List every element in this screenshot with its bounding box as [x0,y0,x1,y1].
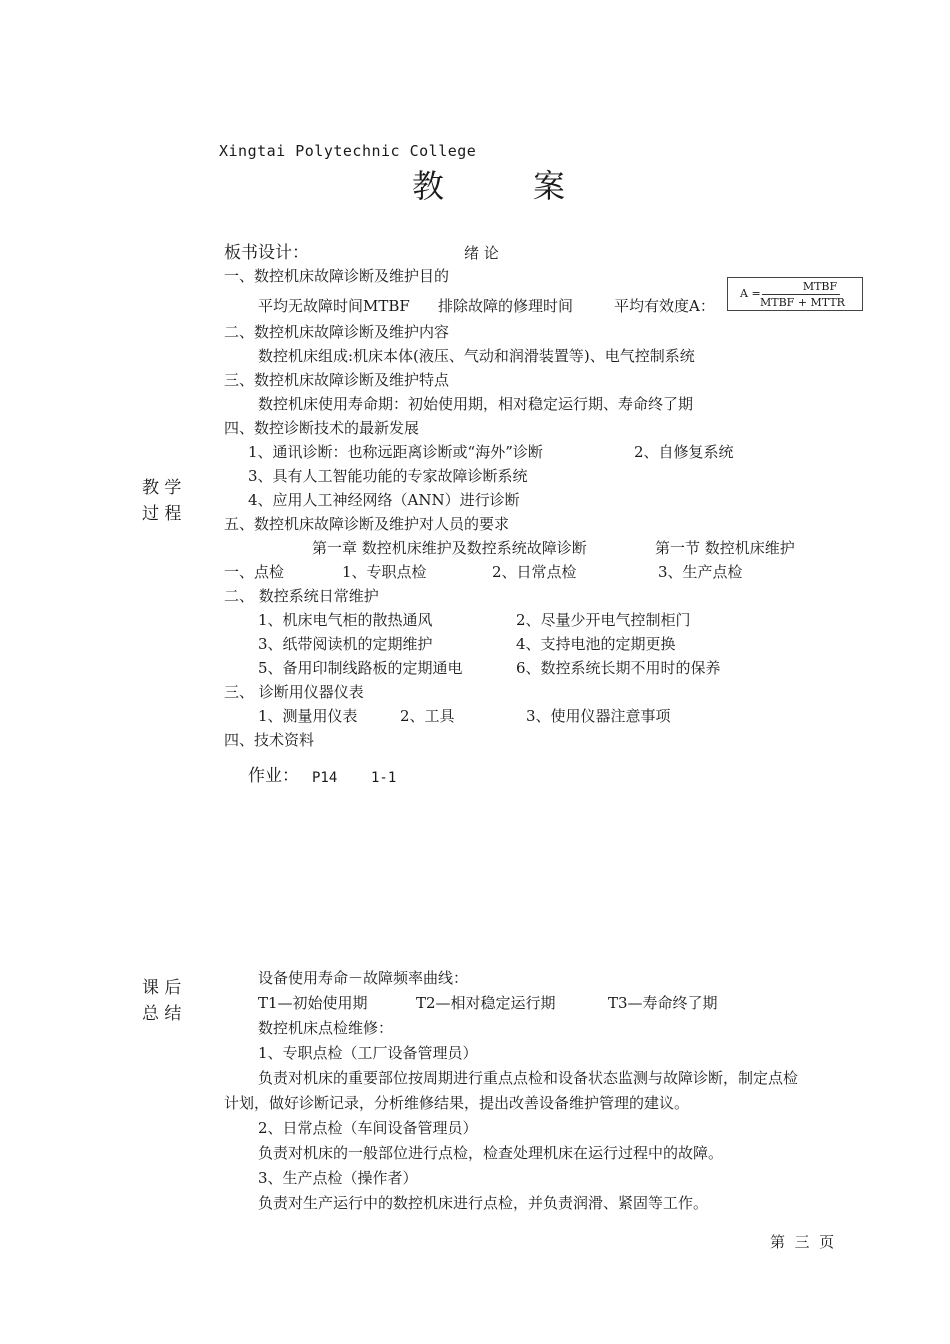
board-line: 1、机床电气柜的散热通风 [258,611,433,629]
college-name: Xingtai Polytechnic College [219,142,477,160]
summary-line: 3、生产点检（操作者） [258,1169,418,1187]
board-line: 3、使用仪器注意事项 [526,707,671,725]
board-line: 数控机床组成:机床本体(液压、气动和润滑装置等)、电气控制系统 [258,347,695,365]
page-title-right: 案 [533,167,566,205]
board-line: 4、应用人工神经网络（ANN）进行诊断 [248,491,520,509]
summary-line: 计划，做好诊断记录，分析维修结果，提出改善设备维护管理的建议。 [224,1094,690,1112]
board-line: 6、数控系统长期不用时的保养 [516,659,721,677]
board-line: 平均无故障时间MTBF [258,297,410,315]
board-line: 3、生产点检 [658,563,743,581]
board-line: 平均有效度A： [614,297,715,315]
board-line: 一、点检 [224,563,285,581]
side-label-process-1: 教 学 [142,478,182,498]
availability-formula [727,277,863,311]
summary-line: T1—初始使用期 [258,994,368,1012]
summary-line: 1、专职点检（工厂设备管理员） [258,1044,478,1062]
summary-line: 负责对机床的一般部位进行点检，检查处理机床在运行过程中的故障。 [258,1144,724,1162]
section-title: 第一节 数控机床维护 [655,539,795,557]
board-line: 3、具有人工智能功能的专家故障诊断系统 [248,467,528,485]
board-line: 5、备用印制线路板的定期通电 [258,659,463,677]
board-line: 2、日常点检 [492,563,577,581]
board-line: 三、数控机床故障诊断及维护特点 [224,371,450,389]
formula-denominator: MTBF + MTTR [760,296,845,309]
board-line: 3、纸带阅读机的定期维护 [258,635,433,653]
board-line: 一、数控机床故障诊断及维护目的 [224,267,450,285]
board-line: 4、支持电池的定期更换 [516,635,676,653]
side-label-summary-2: 总 结 [142,1004,182,1024]
board-line: 1、专职点检 [342,563,427,581]
formula-fraction-bar [762,294,840,295]
summary-line: 2、日常点检（车间设备管理员） [258,1119,478,1137]
board-line: 1、通讯诊断：也称远距离诊断或“海外”诊断 [248,443,543,461]
formula-numerator: MTBF [802,280,838,293]
summary-line: 负责对机床的重要部位按周期进行重点点检和设备状态监测与故障诊断，制定点检 [258,1069,799,1087]
board-line: 1、测量用仪表 [258,707,358,725]
board-line: 二、 数控系统日常维护 [224,587,379,605]
board-line: 二、数控机床故障诊断及维护内容 [224,323,450,341]
chapter-title: 第一章 数控机床维护及数控系统故障诊断 [312,539,587,557]
board-line: 数控机床使用寿命期：初始使用期，相对稳定运行期、寿命终了期 [258,395,694,413]
board-subject: 绪 论 [464,244,499,262]
side-label-summary-1: 课 后 [142,978,182,998]
board-line: 2、尽量少开电气控制柜门 [516,611,691,629]
summary-line: 数控机床点检维修： [258,1019,394,1037]
board-line: 排除故障的修理时间 [438,297,574,315]
board-line: 2、工具 [400,707,455,725]
page-number: 第 三 页 [770,1233,835,1251]
formula-lhs: A = [740,287,761,300]
homework-label: 作业： [248,766,299,786]
summary-line: T3—寿命终了期 [608,994,718,1012]
page-title-left: 教 [412,167,445,205]
board-line: 五、数控机床故障诊断及维护对人员的要求 [224,515,510,533]
board-heading: 板书设计： [224,243,309,263]
summary-line: T2—相对稳定运行期 [416,994,556,1012]
homework-value: P14 1-1 [312,770,397,786]
board-line: 三、 诊断用仪器仪表 [224,683,364,701]
summary-line: 设备使用寿命－故障频率曲线： [258,969,469,987]
summary-line: 负责对生产运行中的数控机床进行点检，并负责润滑、紧固等工作。 [258,1194,709,1212]
board-line: 四、技术资料 [224,731,315,749]
board-line: 2、自修复系统 [634,443,734,461]
board-line: 四、数控诊断技术的最新发展 [224,419,420,437]
side-label-process-2: 过 程 [142,504,182,524]
